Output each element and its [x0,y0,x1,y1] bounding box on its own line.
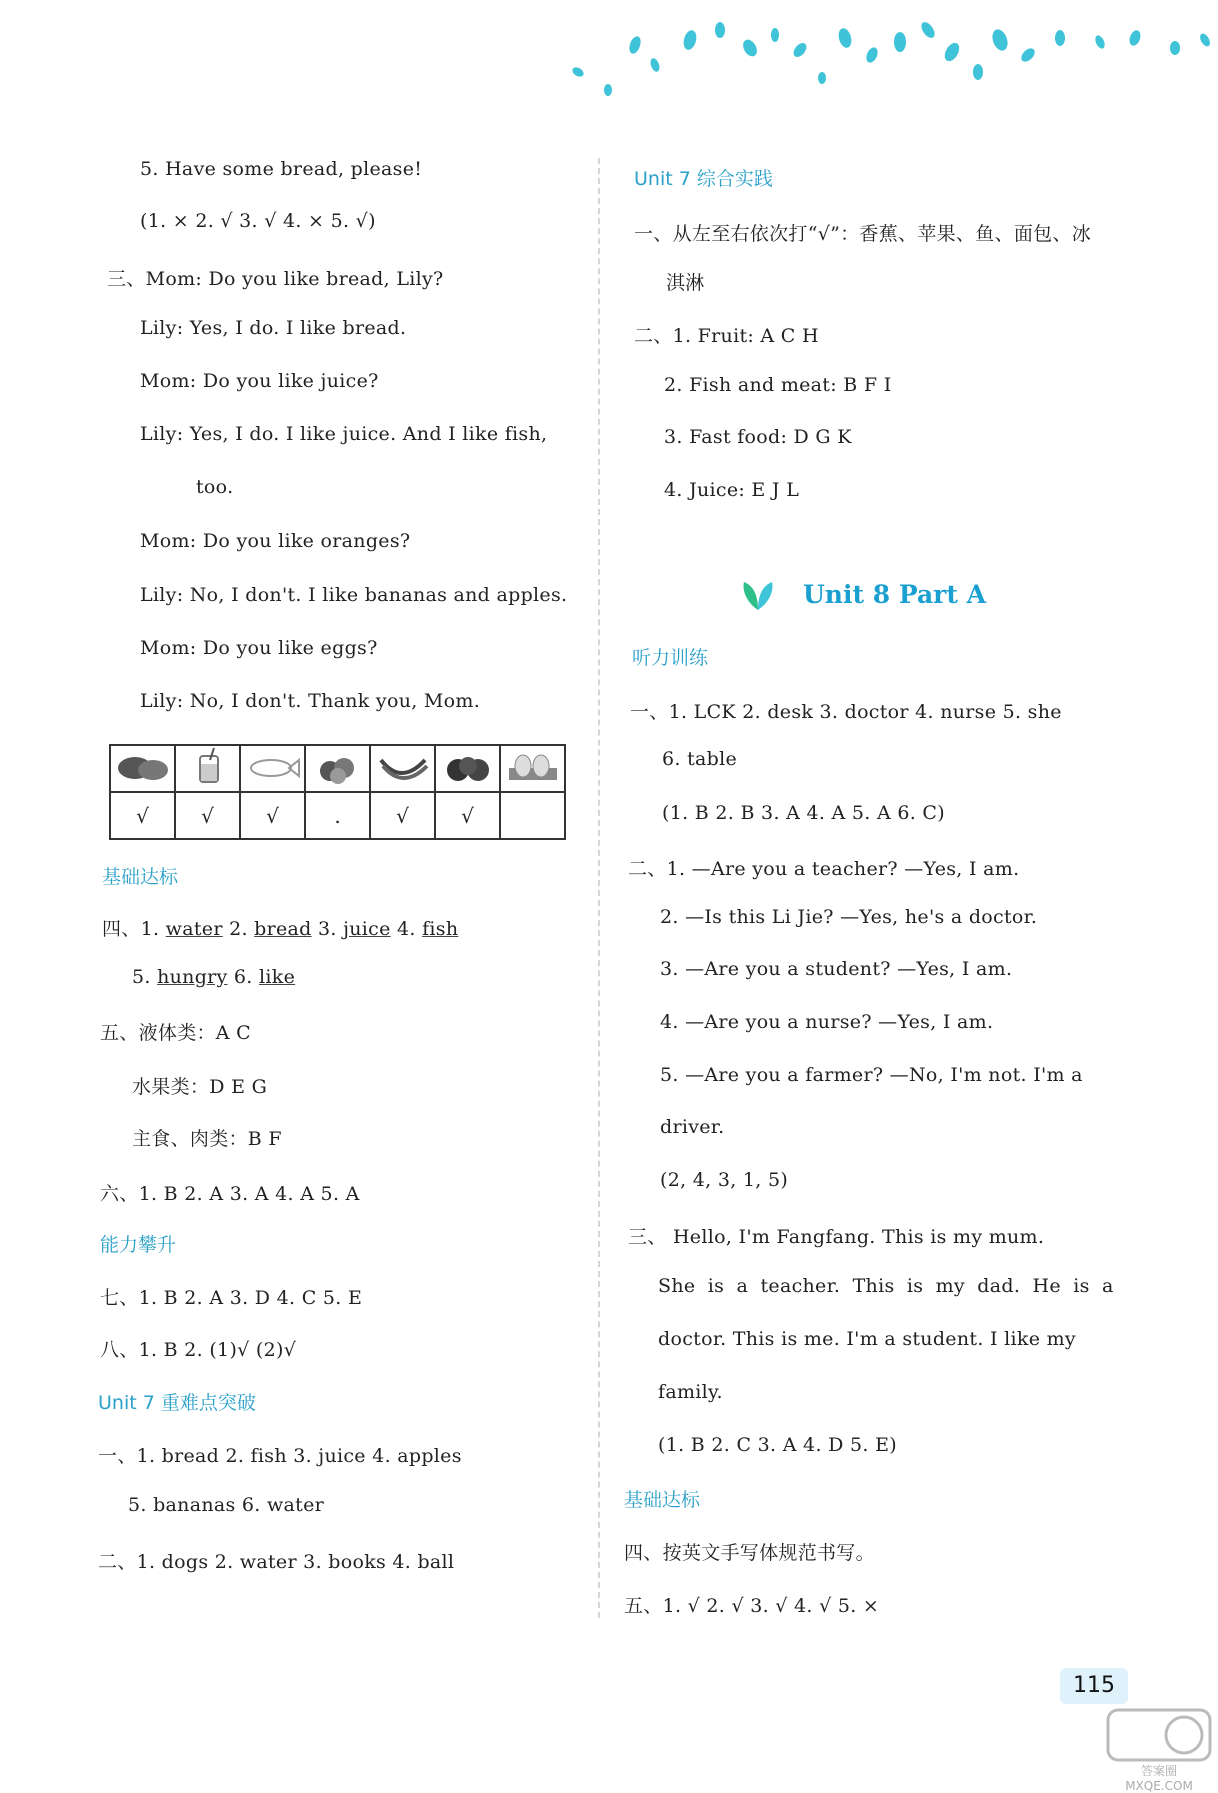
bread-icon [113,746,173,786]
section-heading: 听力训练 [632,647,709,669]
table-mark: √ [435,792,500,839]
watermark [1106,1706,1212,1793]
answer-line: Lily: No, I don't. I like bananas and apples. [140,584,568,606]
table-mark: . [305,792,370,839]
fruit-picture [305,745,370,792]
answer-line: 4. —Are you a nurse? —Yes, I am. [660,1011,994,1033]
answer-line: 一、1. bread 2. fish 3. juice 4. apples [98,1445,462,1467]
answer-line: 3. —Are you a student? —Yes, I am. [660,958,1013,980]
apple-icon [438,746,498,786]
answer-line: 四、按英文手写体规范书写。 [624,1542,875,1564]
banana-picture [370,745,435,792]
answer-line: 八、1. B 2. (1)√ (2)√ [100,1339,297,1361]
answer-line: 5. hungry 6. like [132,966,296,988]
egg-picture [500,745,565,792]
answer-line: 4. Juice: E J L [664,479,800,501]
juice-picture [175,745,240,792]
answer-line: 三、 Hello, I'm Fangfang. This is my mum. [628,1226,1045,1248]
section-heading: 能力攀升 [100,1234,177,1256]
section-heading: 基础达标 [624,1489,701,1511]
answer-line: (1. B 2. B 3. A 4. A 5. A 6. C) [662,802,945,824]
answer-line: 二、1. dogs 2. water 3. books 4. ball [98,1551,455,1573]
answer-line: 二、1. —Are you a teacher? —Yes, I am. [628,858,1020,880]
answer-line: too. [196,476,234,498]
unit-title: Unit 8 Part A [803,580,986,609]
answer-line: 主食、肉类：B F [132,1128,282,1150]
answer-line: 七、1. B 2. A 3. D 4. C 5. E [100,1287,363,1309]
answer-line: 二、1. Fruit: A C H [634,325,819,347]
answer-line: Lily: No, I don't. Thank you, Mom. [140,690,481,712]
answer-line: 水果类：D E G [132,1076,268,1098]
table-mark [500,792,565,839]
answer-line: 五、1. √ 2. √ 3. √ 4. √ 5. × [624,1595,880,1617]
answer-line: 5. —Are you a farmer? —No, I'm not. I'm a [660,1064,1083,1086]
table-mark: √ [240,792,305,839]
table-mark: √ [110,792,175,839]
juice-icon [178,746,238,786]
orange-icon [308,746,368,786]
banana-icon [373,746,433,786]
answer-line: 6. table [662,748,738,770]
answer-line: family. [658,1381,723,1403]
bread-picture [110,745,175,792]
answer-line: 一、从左至右依次打“√”：香蕉、苹果、鱼、面包、冰 [634,223,1092,245]
leaf-icon [740,580,776,612]
answer-line: 一、1. LCK 2. desk 3. doctor 4. nurse 5. she [630,701,1062,723]
answer-line: 2. —Is this Li Jie? —Yes, he's a doctor. [660,906,1038,928]
answer-line: Lily: Yes, I do. I like bread. [140,317,407,339]
answer-line: doctor. This is me. I'm a student. I like my [658,1328,1076,1350]
answer-line: 四、1. water 2. bread 3. juice 4. fish [102,918,459,940]
answer-line: 5. Have some bread, please! [140,158,423,180]
section-heading: 基础达标 [102,866,179,888]
answer-line: 六、1. B 2. A 3. A 4. A 5. A [100,1183,360,1205]
fish-picture [240,745,305,792]
answer-line: (2, 4, 3, 1, 5) [660,1169,789,1191]
fish-icon [243,746,303,786]
answer-line: Lily: Yes, I do. I like juice. And I like fish, [140,423,548,445]
watermark-text: 答案圈 MXQE.COM [1125,1764,1193,1793]
answer-line: She is a teacher. This is my dad. He is a [658,1275,1114,1297]
answer-line: 淇淋 [666,272,705,294]
apple-picture [435,745,500,792]
food-table [109,744,566,840]
answer-line: 三、Mom: Do you like bread, Lily? [107,268,444,290]
answer-line: Mom: Do you like oranges? [140,530,411,552]
answer-line: 3. Fast food: D G K [664,426,852,448]
answer-line: Mom: Do you like eggs? [140,637,378,659]
table-mark: √ [370,792,435,839]
answer-line: 2. Fish and meat: B F I [664,374,892,396]
answer-line: (1. B 2. C 3. A 4. D 5. E) [658,1434,897,1456]
answer-line: 5. bananas 6. water [128,1494,324,1516]
egg-icon [503,746,563,786]
page-number: 115 [1060,1668,1128,1704]
answer-line: Mom: Do you like juice? [140,370,379,392]
section-heading: Unit 7 重难点突破 [98,1392,256,1414]
section-heading: Unit 7 综合实践 [634,168,773,190]
answer-line: 五、液体类：A C [100,1022,251,1044]
answer-line: (1. × 2. √ 3. √ 4. × 5. √) [140,210,376,232]
table-mark: √ [175,792,240,839]
column-divider [598,158,600,1618]
answer-line: driver. [660,1116,725,1138]
leaf-decoration [560,0,1218,110]
